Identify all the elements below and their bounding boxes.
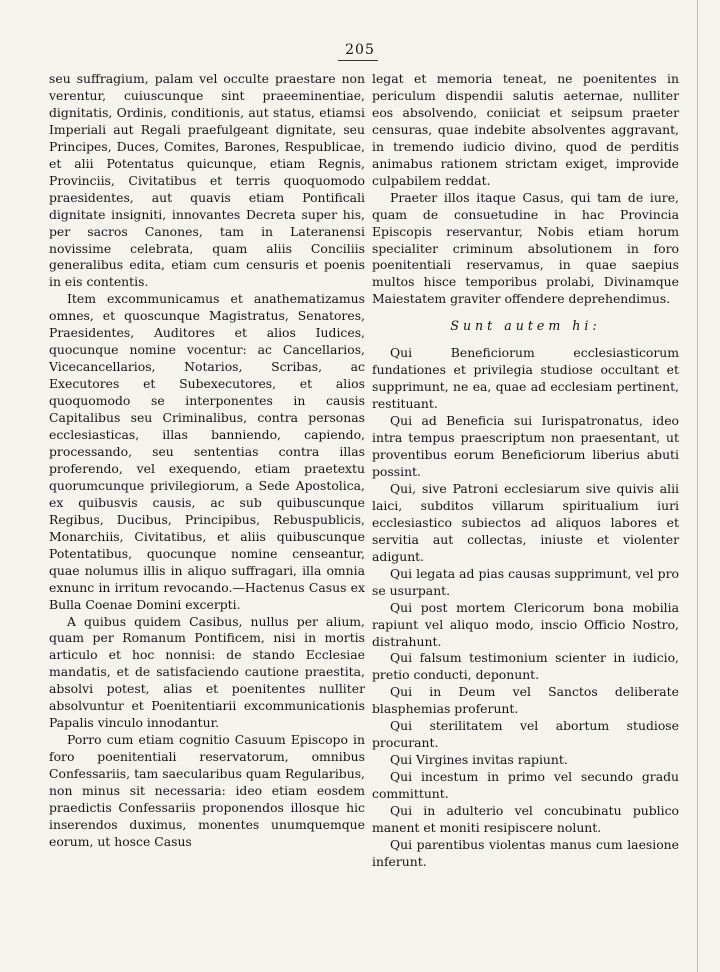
list-item: Qui Virgines invitas rapiunt. (390, 752, 568, 768)
list-item: Qui, sive Patroni ecclesiarum sive quivis alii laici, subditos villarum spiritualium iuri ecclesiastico subiectos ad aliquos labores et servitia aut collectas, iniuste et violenter adigunt. (372, 480, 679, 564)
list-item: Qui parentibus violentas manus cum laesione inferunt. (372, 836, 679, 869)
list-item: Qui incestum in primo vel secundo gradu committunt. (372, 769, 679, 802)
list-item: Qui in Deum vel Sanctos deliberate blasphemias proferunt. (372, 684, 679, 717)
section-heading: Sunt autem hi: (450, 318, 601, 334)
paragraph: Item excommunicamus et anathematizamus omnes, et quoscunque Magistratus, Senatores, Praesidentes, Auditores et alios Iudices, quocunque nomine vocentur: ac Cancellarios, Vicecancellarios, Notarios, Scribas, ac Executores et Subexecutores, et alios quoquomodo se interponentes in causis Capitalibus seu Criminalibus, contra personas ecclesiasticas, illas banniendo, capiendo, processando, seu sententias contra illas proferendo, vel exequendo, etiam praetextu quorumcunque privilegiorum, a Sede Apostolica, ex quibusvis causis, ac sub quibuscunque Regibus, Ducibus, Principibus, Rebuspublicis, Monarchiis, Civitatibus, et aliis quibuscunque Potentatibus, quocunque nomine censeantur, quae nolumus illis in aliquo suffragari, illa omnia exnunc in irritum revocando.—Hactenus Casus ex Bulla Coenae Domini excerpti. (49, 291, 365, 612)
list-item: Qui legata ad pias causas supprimunt, vel pro se usurpant. (372, 565, 679, 598)
paragraph: Porro cum etiam cognitio Casuum Episcopo in foro poenitentiali reservatorum, omnibus Confessariis, tam saecularibus quam Regularibus, non minus sit necessaria: ideo etiam eosdem praedictis Confessariis proponendos illosque hic inserendos duximus, monentes unumquemque eorum, ut hosce Casus (49, 732, 365, 849)
paragraph: seu suffragium, palam vel occulte praestare non verentur, cuiuscunque sint praeeminentiae, dignitatis, Ordinis, conditionis, aut status, etiamsi Imperiali aut Regali praefulgeant dignitate, seu Principes, Duces, Comites, Barones, Respublicae, et alii Potentatus quicunque, etiam Regnis, Provinciis, Civitatibus et terris quoquomodo praesidentes, aut quavis etiam Pontificali dignitate insigniti, innovantes Decreta super his, per sacros Canones, tam in Lateranensi novissime celebrata, quam aliis Conciliis generalibus edita, etiam cum censuris et poenis in eis contentis. (49, 71, 365, 290)
left-column (49, 71, 365, 851)
list-item: Qui sterilitatem vel abortum studiose procurant. (372, 718, 679, 751)
list-item: Qui ad Beneficia sui Iurispatronatus, ideo intra tempus praescriptum non praesentant, ut proventibus eorum Beneficiorum liberius abuti possint. (372, 413, 679, 479)
list-item: Qui Beneficiorum ecclesiasticorum fundationes et privilegia studiose occultant et supprimunt, ne ea, quae ad ecclesiam pertinent, restituant. (372, 345, 679, 412)
right-column (372, 71, 679, 871)
list-item: Qui falsum testimonium scienter in iudicio, pretio conducti, deponunt. (372, 650, 679, 683)
list-item: Qui in adulterio vel concubinatu publico manent et moniti resipiscere nolunt. (372, 803, 679, 835)
paragraph: A quibus quidem Casibus, nullus per alium, quam per Romanum Pontificem, nisi in mortis articulo et hoc nonnisi: de stando Ecclesiae mandatis, et de satisfaciendo cautione praestita, absolvi potest, alias et poenitentes nulliter absolvuntur et Poenitentiarii excommunicationis Papalis vinculo innodantur. (49, 613, 365, 731)
paragraph: Praeter illos itaque Casus, qui tam de iure, quam de consuetudine in hac Provincia Episcopis reservantur, Nobis etiam horum specialiter criminum absolutionem in foro poenitentiali reservamus, in quae saepius multos hisce temporibus prolabi, Divinamque Maiestatem graviter offendere deprehendimus. (372, 189, 679, 307)
scan-edge-line (697, 0, 698, 972)
page-number: 205 (345, 42, 375, 58)
list-item: Qui post mortem Clericorum bona mobilia rapiunt vel aliquo modo, inscio Officio Nostro, distrahunt. (372, 599, 679, 649)
paragraph: legat et memoria teneat, ne poenitentes in periculum dispendii salutis aeternae, nulliter eos absolvendo, coniiciat et seipsum praeter censuras, quae indebite absolventes aggravant, in tremendo iudicio divino, quod de perditis animabus rationem strictam exiget, improvide culpabilem reddat. (372, 71, 679, 188)
page-number-rule (338, 60, 378, 62)
